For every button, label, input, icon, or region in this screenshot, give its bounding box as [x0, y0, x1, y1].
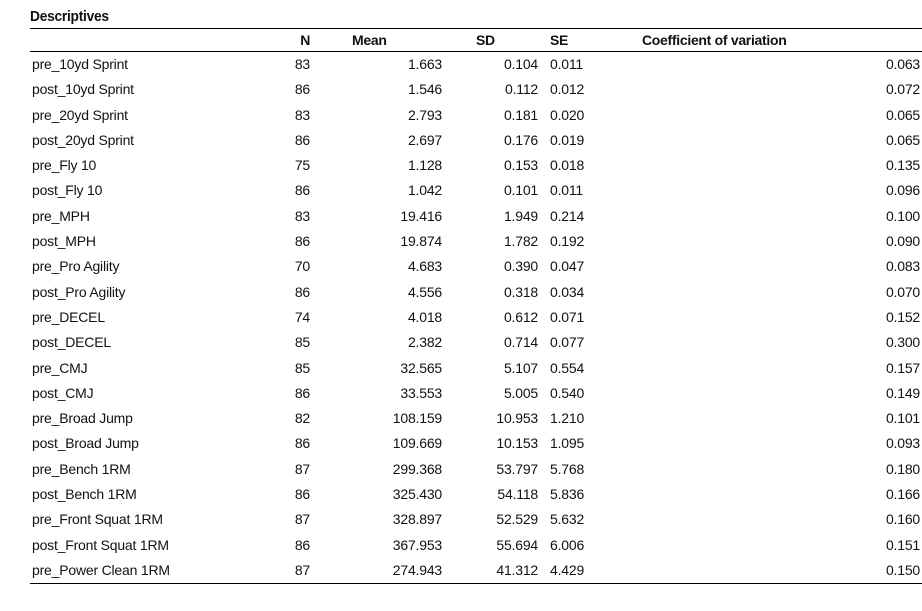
table-row — [30, 507, 922, 532]
table-row — [30, 533, 922, 558]
cell-variable: post_Bench 1RM — [32, 486, 137, 503]
cell-mean: 1.042 — [407, 182, 442, 199]
cell-coefficient-of-variation: 0.150 — [885, 561, 920, 578]
header-coefficient-of-variation: Coefficient of variation — [596, 29, 922, 52]
cell-coefficient-of-variation: 0.100 — [885, 207, 920, 224]
cell-variable: pre_Broad Jump — [32, 410, 133, 427]
cell-sd: 0.318 — [503, 283, 538, 300]
cell-n: 86 — [294, 81, 310, 98]
cell-se: 0.034 — [550, 283, 585, 300]
cell-coefficient-of-variation: 0.151 — [885, 536, 920, 553]
cell-mean: 4.683 — [407, 258, 442, 275]
cell-sd: 0.104 — [503, 56, 538, 72]
cell-variable: pre_MPH — [32, 207, 90, 224]
header-variable — [30, 29, 268, 52]
cell-se: 6.006 — [550, 536, 585, 553]
cell-n: 87 — [294, 511, 310, 528]
cell-se: 0.012 — [550, 81, 585, 98]
cell-se: 0.071 — [550, 308, 585, 325]
cell-sd: 10.953 — [496, 410, 538, 427]
cell-se: 0.077 — [550, 334, 585, 351]
cell-se: 1.210 — [550, 410, 585, 427]
cell-mean: 2.697 — [407, 131, 442, 148]
cell-variable: post_Fly 10 — [32, 182, 103, 199]
cell-coefficient-of-variation: 0.096 — [885, 182, 920, 199]
cell-sd: 0.390 — [503, 258, 538, 275]
cell-se: 0.020 — [550, 106, 585, 123]
cell-se: 5.632 — [550, 511, 585, 528]
header-se: SE — [540, 29, 596, 52]
cell-variable: post_MPH — [32, 233, 96, 250]
cell-variable: post_10yd Sprint — [32, 81, 134, 98]
cell-se: 0.554 — [550, 359, 585, 376]
cell-sd: 54.118 — [497, 486, 538, 503]
cell-se: 0.018 — [550, 157, 585, 174]
cell-mean: 2.793 — [407, 106, 442, 123]
cell-variable: pre_Bench 1RM — [32, 460, 131, 477]
cell-sd: 0.112 — [505, 81, 538, 98]
table-row — [30, 204, 922, 229]
table-header — [30, 29, 922, 52]
descriptives-panel — [30, 6, 920, 584]
cell-variable: post_20yd Sprint — [32, 131, 134, 148]
cell-coefficient-of-variation: 0.180 — [885, 460, 920, 477]
header-sd: SD — [444, 29, 540, 52]
cell-n: 86 — [294, 283, 310, 300]
cell-variable: pre_10yd Sprint — [32, 56, 128, 72]
cell-mean: 1.663 — [407, 56, 442, 72]
cell-n: 83 — [294, 106, 310, 123]
cell-variable: post_DECEL — [32, 334, 111, 351]
cell-sd: 10.153 — [496, 435, 538, 452]
cell-coefficient-of-variation: 0.152 — [885, 308, 920, 325]
cell-mean: 1.546 — [407, 81, 442, 98]
table-row — [30, 178, 922, 203]
cell-sd: 5.005 — [503, 384, 538, 401]
cell-variable: pre_CMJ — [32, 359, 88, 376]
table-row — [30, 305, 922, 330]
cell-coefficient-of-variation: 0.063 — [885, 56, 920, 72]
cell-sd: 52.529 — [496, 511, 538, 528]
cell-n: 85 — [294, 334, 310, 351]
table-row — [30, 330, 922, 355]
table-row — [30, 229, 922, 254]
cell-mean: 2.382 — [407, 334, 442, 351]
cell-coefficient-of-variation: 0.072 — [885, 81, 920, 98]
cell-variable: post_Pro Agility — [32, 283, 126, 300]
cell-se: 0.540 — [550, 384, 585, 401]
cell-n: 82 — [294, 410, 310, 427]
cell-n: 86 — [294, 486, 310, 503]
table-row — [30, 103, 922, 128]
cell-n: 86 — [294, 536, 310, 553]
cell-mean: 19.874 — [400, 233, 442, 250]
table-title: Descriptives — [30, 8, 109, 25]
table-row — [30, 431, 922, 456]
cell-mean: 325.430 — [392, 486, 442, 503]
cell-variable: post_Broad Jump — [32, 435, 139, 452]
header-row — [30, 29, 922, 52]
cell-variable: post_CMJ — [32, 384, 94, 401]
cell-mean: 367.953 — [392, 536, 442, 553]
table-body — [30, 52, 922, 584]
cell-sd: 1.782 — [503, 233, 538, 250]
cell-n: 83 — [294, 56, 310, 72]
cell-se: 0.214 — [550, 207, 585, 224]
cell-variable: pre_Front Squat 1RM — [32, 511, 163, 528]
cell-n: 86 — [294, 182, 310, 199]
cell-variable: pre_Pro Agility — [32, 258, 120, 275]
cell-mean: 109.669 — [392, 435, 442, 452]
cell-mean: 108.159 — [392, 410, 442, 427]
cell-n: 87 — [294, 561, 310, 578]
table-row — [30, 254, 922, 279]
cell-variable: pre_Power Clean 1RM — [32, 561, 170, 578]
cell-se: 0.192 — [550, 233, 585, 250]
header-mean: Mean — [312, 29, 444, 52]
cell-n: 85 — [294, 359, 310, 376]
cell-sd: 55.694 — [496, 536, 538, 553]
cell-se: 4.429 — [550, 561, 585, 578]
cell-mean: 328.897 — [392, 511, 442, 528]
cell-mean: 1.128 — [407, 157, 442, 174]
cell-coefficient-of-variation: 0.300 — [885, 334, 920, 351]
cell-mean: 19.416 — [400, 207, 442, 224]
cell-coefficient-of-variation: 0.166 — [885, 486, 920, 503]
cell-mean: 4.556 — [407, 283, 442, 300]
cell-coefficient-of-variation: 0.160 — [885, 511, 920, 528]
cell-coefficient-of-variation: 0.070 — [885, 283, 920, 300]
table-row — [30, 381, 922, 406]
cell-sd: 0.176 — [503, 131, 538, 148]
cell-variable: pre_20yd Sprint — [32, 106, 128, 123]
cell-sd: 5.107 — [503, 359, 538, 376]
cell-sd: 0.153 — [503, 157, 538, 174]
cell-n: 87 — [294, 460, 310, 477]
cell-mean: 4.018 — [407, 308, 442, 325]
cell-se: 1.095 — [550, 435, 585, 452]
cell-n: 83 — [294, 207, 310, 224]
cell-se: 0.011 — [550, 182, 583, 199]
table-row — [30, 280, 922, 305]
cell-sd: 41.312 — [496, 561, 538, 578]
cell-variable: pre_DECEL — [32, 308, 105, 325]
cell-coefficient-of-variation: 0.149 — [885, 384, 920, 401]
cell-n: 86 — [294, 131, 310, 148]
table-row — [30, 482, 922, 507]
cell-variable: pre_Fly 10 — [32, 157, 97, 174]
header-n: N — [268, 29, 312, 52]
cell-coefficient-of-variation: 0.135 — [885, 157, 920, 174]
cell-se: 0.047 — [550, 258, 585, 275]
cell-se: 0.011 — [550, 56, 583, 72]
cell-coefficient-of-variation: 0.101 — [885, 410, 920, 427]
table-row — [30, 558, 922, 584]
cell-n: 86 — [294, 435, 310, 452]
cell-coefficient-of-variation: 0.083 — [885, 258, 920, 275]
cell-coefficient-of-variation: 0.065 — [885, 131, 920, 148]
table-row — [30, 457, 922, 482]
table-row — [30, 153, 922, 178]
cell-coefficient-of-variation: 0.093 — [885, 435, 920, 452]
table-row — [30, 406, 922, 431]
cell-se: 0.019 — [550, 131, 585, 148]
cell-mean: 32.565 — [400, 359, 442, 376]
cell-n: 75 — [294, 157, 310, 174]
cell-sd: 0.612 — [503, 308, 538, 325]
table-row — [30, 52, 922, 78]
cell-n: 74 — [294, 308, 310, 325]
cell-mean: 274.943 — [392, 561, 442, 578]
cell-sd: 1.949 — [503, 207, 538, 224]
cell-coefficient-of-variation: 0.065 — [885, 106, 920, 123]
table-row — [30, 356, 922, 381]
cell-n: 70 — [294, 258, 310, 275]
cell-sd: 53.797 — [496, 460, 538, 477]
table-row — [30, 128, 922, 153]
descriptives-table — [30, 28, 922, 584]
cell-n: 86 — [294, 233, 310, 250]
cell-mean: 33.553 — [400, 384, 442, 401]
cell-coefficient-of-variation: 0.090 — [885, 233, 920, 250]
cell-mean: 299.368 — [392, 460, 442, 477]
cell-variable: post_Front Squat 1RM — [32, 536, 169, 553]
cell-se: 5.768 — [550, 460, 585, 477]
table-row — [30, 77, 922, 102]
cell-sd: 0.181 — [503, 106, 538, 123]
cell-sd: 0.714 — [503, 334, 538, 351]
cell-se: 5.836 — [550, 486, 585, 503]
cell-sd: 0.101 — [503, 182, 538, 199]
cell-coefficient-of-variation: 0.157 — [885, 359, 920, 376]
cell-n: 86 — [294, 384, 310, 401]
